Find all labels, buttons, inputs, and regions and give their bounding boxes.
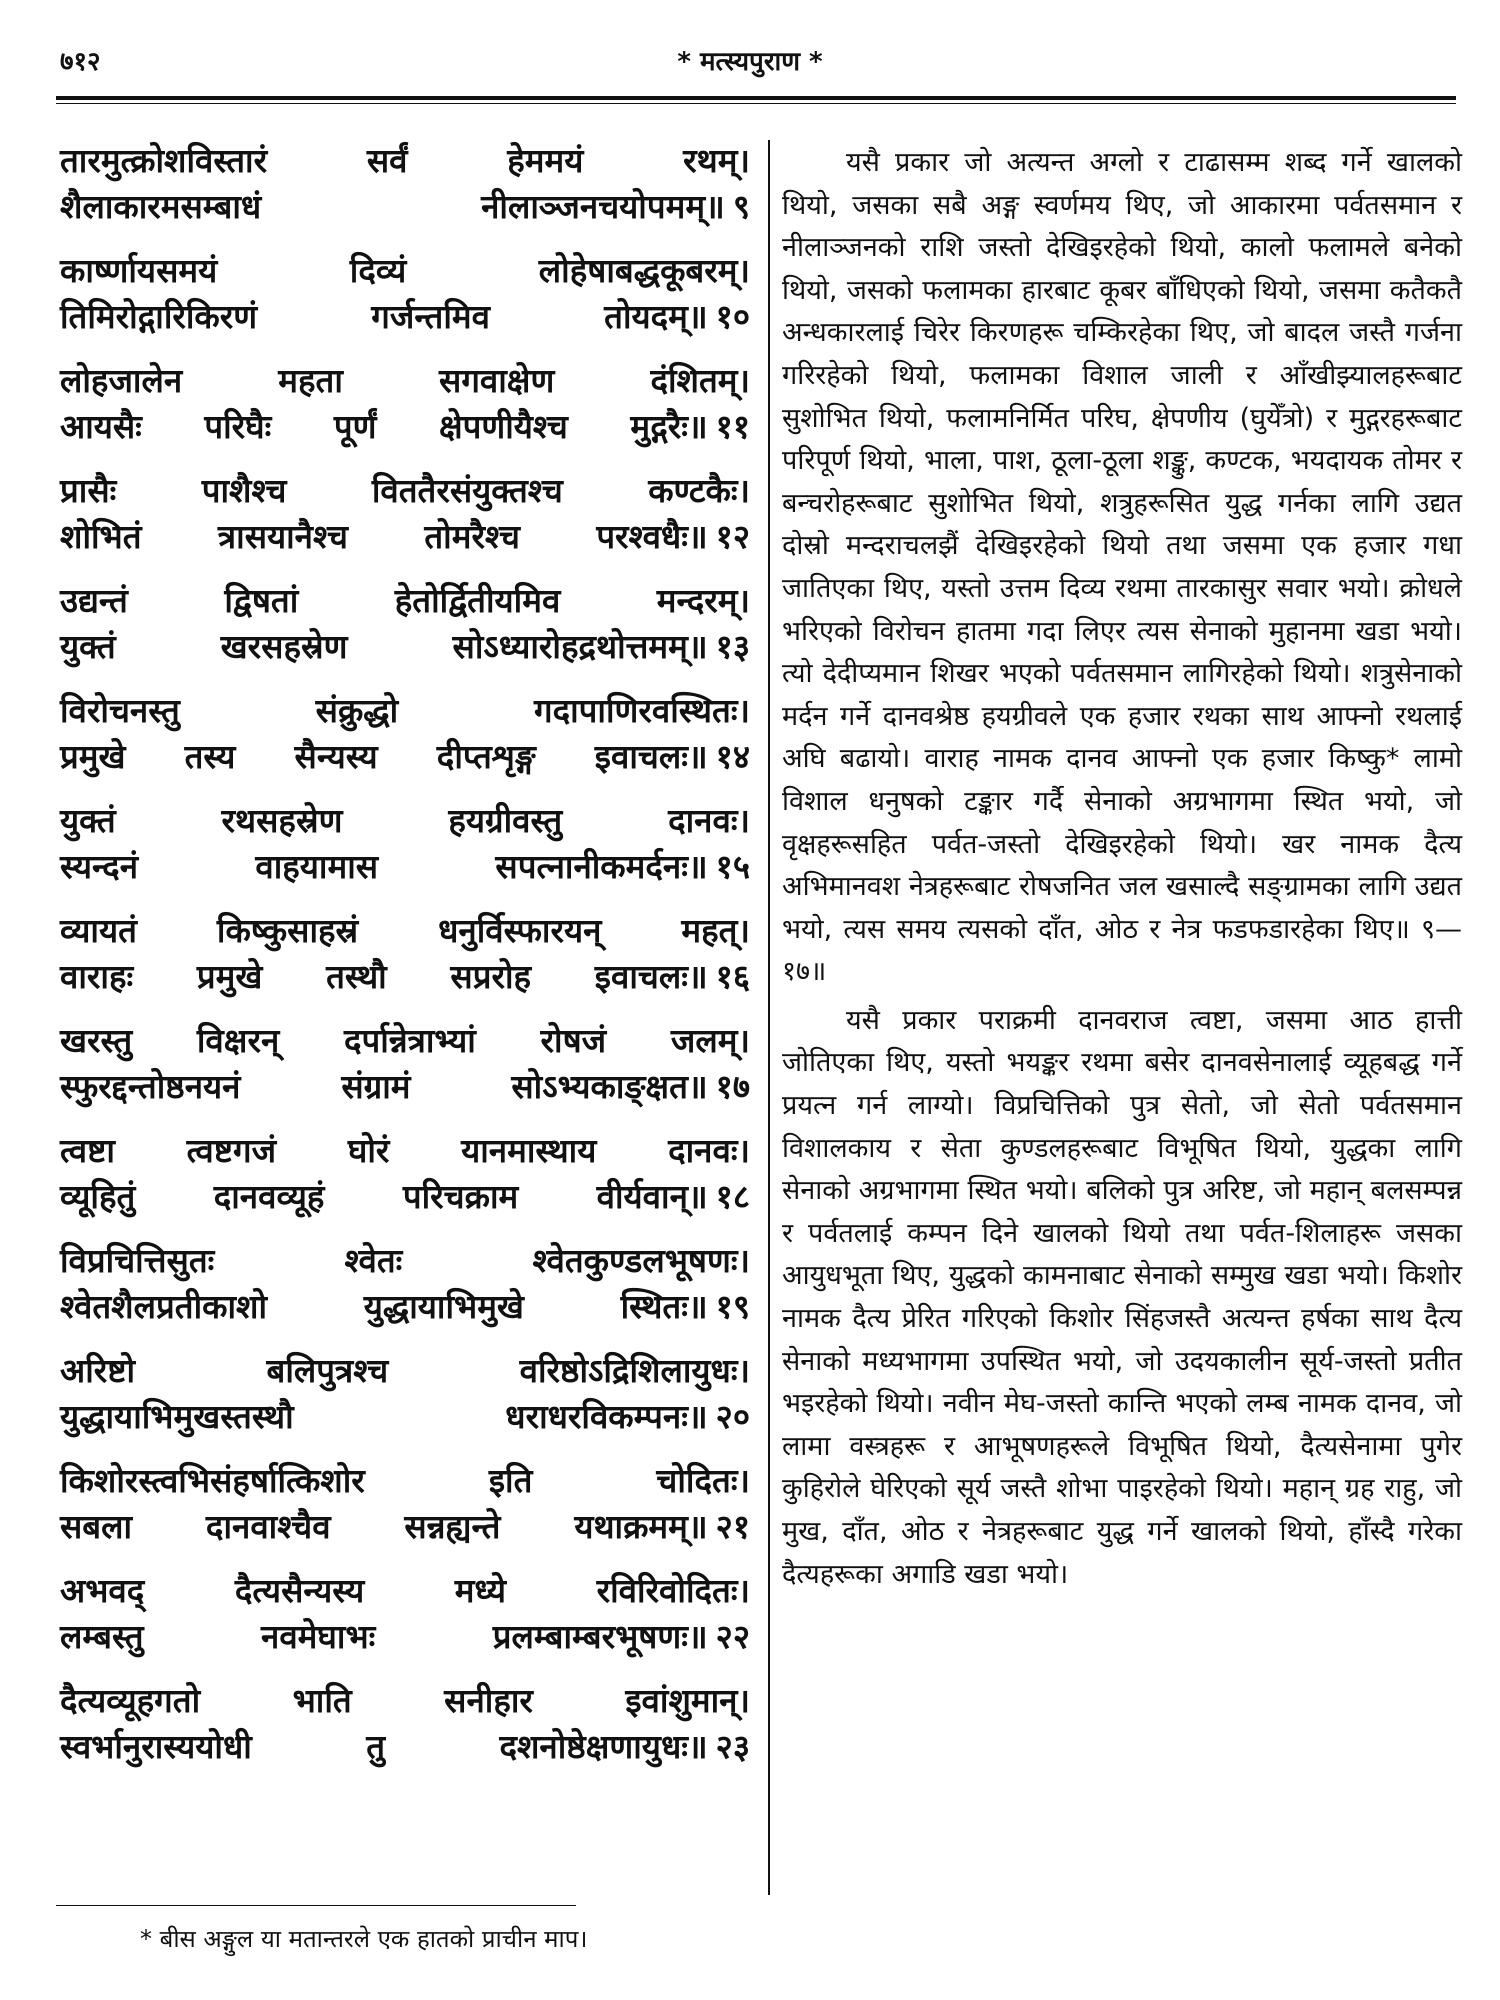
verse-number: १२ bbox=[715, 517, 750, 556]
verse-pair bbox=[60, 798, 750, 890]
verse-text: सबला दानवाश्चैव सन्नह्यन्ते यथाक्रमम्॥ bbox=[60, 1507, 708, 1546]
verse-line-second bbox=[60, 624, 750, 670]
verse-line-first bbox=[60, 1128, 750, 1174]
verse-pair bbox=[60, 1458, 750, 1550]
verse-text: शैलाकारमसम्बाधं नीलाञ्जनचयोपमम्॥ bbox=[60, 187, 725, 226]
verse-pair bbox=[60, 1128, 750, 1220]
verse-number: १५ bbox=[715, 847, 750, 886]
verse-line-second bbox=[60, 1614, 750, 1660]
verse-column bbox=[60, 138, 750, 1788]
verse-pair bbox=[60, 138, 750, 230]
verse-text: व्यूहितुं दानवव्यूहं परिचक्राम वीर्यवान्॥ bbox=[60, 1177, 708, 1216]
verse-line-first bbox=[60, 1238, 750, 1284]
header-rule-thin bbox=[56, 103, 1456, 104]
verse-text: कार्ष्णायसमयं दिव्यं लोहेषाबद्धकूबरम्। bbox=[60, 251, 750, 290]
verse-number: २० bbox=[715, 1397, 750, 1436]
verse-pair bbox=[60, 1018, 750, 1110]
verse-number: १४ bbox=[715, 737, 750, 776]
verse-number: ९ bbox=[732, 187, 750, 226]
verse-line-first bbox=[60, 798, 750, 844]
verse-number: २१ bbox=[715, 1507, 750, 1546]
verse-line-second bbox=[60, 734, 750, 780]
verse-line-first bbox=[60, 1348, 750, 1394]
verse-pair bbox=[60, 1568, 750, 1660]
verse-line-second bbox=[60, 1064, 750, 1110]
verse-line-second bbox=[60, 294, 750, 340]
footnote-rule bbox=[56, 1905, 576, 1906]
verse-line-first bbox=[60, 468, 750, 514]
verse-text: त्वष्टा त्वष्टगजं घोरं यानमास्थाय दानवः। bbox=[60, 1131, 750, 1170]
verse-line-second bbox=[60, 1284, 750, 1330]
verse-text: वाराहः प्रमुखे तस्थौ सप्ररोह इवाचलः॥ bbox=[60, 957, 708, 996]
verse-line-first bbox=[60, 1678, 750, 1724]
verse-number: ११ bbox=[715, 407, 750, 446]
verse-pair bbox=[60, 248, 750, 340]
verse-text: लोहजालेन महता सगवाक्षेण दंशितम्। bbox=[60, 361, 750, 400]
verse-line-second bbox=[60, 954, 750, 1000]
verse-pair bbox=[60, 358, 750, 450]
verse-pair bbox=[60, 1238, 750, 1330]
verse-text: स्यन्दनं वाहयामास सपत्नानीकमर्दनः॥ bbox=[60, 847, 708, 886]
verse-text: तिमिरोद्गारिकिरणं गर्जन्तमिव तोयदम्॥ bbox=[60, 297, 708, 336]
running-title: * मत्स्यपुराण * bbox=[677, 47, 823, 77]
verse-number: १३ bbox=[715, 627, 750, 666]
verse-text: अरिष्टो बलिपुत्रश्च वरिष्ठोऽद्रिशिलायुधः। bbox=[60, 1351, 750, 1390]
verse-text: स्वर्भानुरास्ययोधी तु दशनोष्ठेक्षणायुधः॥ bbox=[60, 1727, 708, 1766]
verse-line-first bbox=[60, 1458, 750, 1504]
verse-text: दैत्यव्यूहगतो भाति सनीहार इवांशुमान्। bbox=[60, 1681, 750, 1720]
verse-line-second bbox=[60, 514, 750, 560]
verse-pair bbox=[60, 468, 750, 560]
verse-text: युद्धायाभिमुखस्तस्थौ धराधरविकम्पनः॥ bbox=[60, 1397, 708, 1436]
verse-text: अभवद् दैत्यसैन्यस्य मध्ये रविरिवोदितः। bbox=[60, 1571, 750, 1610]
verse-pair bbox=[60, 908, 750, 1000]
verse-line-second bbox=[60, 1174, 750, 1220]
verse-pair bbox=[60, 688, 750, 780]
verse-text: व्यायतं किष्कुसाहस्रं धनुर्विस्फारयन् महत्। bbox=[60, 911, 750, 950]
verse-pair bbox=[60, 1348, 750, 1440]
verse-line-first bbox=[60, 1568, 750, 1614]
column-divider bbox=[768, 140, 770, 1895]
verse-text: आयसैः परिघैः पूर्णं क्षेपणीयैश्च मुद्गरैः॥ bbox=[60, 407, 708, 446]
verse-line-second bbox=[60, 1394, 750, 1440]
verse-text: युक्तं रथसहस्रेण हयग्रीवस्तु दानवः। bbox=[60, 801, 750, 840]
verse-line-first bbox=[60, 578, 750, 624]
verse-number: १९ bbox=[715, 1287, 750, 1326]
translation-paragraph: यसै प्रकार जो अत्यन्त अग्लो र टाढासम्म शब्द गर्ने खालको थियो, जसका सबै अङ्ग स्वर्णमय थिए, जो आकारमा पर्वतसमान र नीलाञ्जनको राशि जस्तो देखिइरहेको थियो, कालो फलामले बनेको थियो, जसको फलामका हारबाट कूबर बाँधिएको थियो, जसमा कतैकतै अन्धकारलाई चिरेर किरणहरू चम्किरहेका थिए, जो बादल जस्तै गर्जना गरिरहेको थियो, फलामका विशाल जाली र आँखीझ्यालहरूबाट सुशोभित थियो, फलामनिर्मित परिघ, क्षेपणीय (घुयेँत्रो) र मुद्गरहरूबाट परिपूर्ण थियो, भाला, पाश, ठूला-ठूला शङ्कु, कण्टक, भयदायक तोमर र बन्चरोहरूबाट सुशोभित थियो, शत्रुहरूसित युद्ध गर्नका लागि उद्यत दोस्रो मन्दराचलझैं देखिइरहेको थियो तथा जसमा एक हजार गधा जातिएका थिए, यस्तो उत्तम दिव्य रथमा तारकासुर सवार भयो। क्रोधले भरिएको विरोचन हातमा गदा लिएर त्यस सेनाको मुहानमा खडा भयो। त्यो देदीप्यमान शिखर भएको पर्वतसमान लागिरहेको थियो। शत्रुसेनाको मर्दन गर्ने दानवश्रेष्ठ हयग्रीवले एक हजार रथका साथ आफ्नो रथलाई अघि बढायो। वाराह नामक दानव आफ्नो एक हजार किष्कु* लामो विशाल धनुषको टङ्कार गर्दै सेनाको अग्रभागमा स्थित भयो, जो वृक्षहरूसहित पर्वत-जस्तो देखिइरहेको थियो। खर नामक दैत्य अभिमानवश नेत्रहरूबाट रोषजनित जल खसाल्दै सङ्ग्रामका लागि उद्यत भयो, त्यस समय त्यसको दाँत, ओठ र नेत्र फडफडारहेका थिए॥ ९—१७॥ bbox=[782, 147, 1462, 988]
verse-number: २२ bbox=[715, 1617, 750, 1656]
verse-line-first bbox=[60, 358, 750, 404]
verse-number: १८ bbox=[715, 1177, 750, 1216]
verse-line-second bbox=[60, 404, 750, 450]
verse-text: शोभितं त्रासयानैश्च तोमरैश्च परश्वधैः॥ bbox=[60, 517, 708, 556]
footnote: * बीस अङ्गुल या मतान्तरले एक हातको प्राचीन माप। bbox=[140, 1925, 588, 1953]
translation-paragraph: यसै प्रकार पराक्रमी दानवराज त्वष्टा, जसमा आठ हात्ती जोतिएका थिए, यस्तो भयङ्कर रथमा बसेर दानवसेनालाई व्यूहबद्ध गर्ने प्रयत्न गर्न लाग्यो। विप्रचित्तिको पुत्र सेतो, जो सेतो पर्वतसमान विशालकाय र सेता कुण्डलहरूबाट विभूषित थियो, युद्धका लागि सेनाको अग्रभागमा स्थित भयो। बलिको पुत्र अरिष्ट, जो महान् बलसम्पन्न र पर्वतलाई कम्पन दिने खालको थियो तथा पर्वत-शिलाहरू जसका आयुधभूता थिए, युद्धको कामनाबाट सेनाको सम्मुख खडा भयो। किशोर नामक दैत्य प्रेरित गरिएको किशोर सिंहजस्तै अत्यन्त हर्षका साथ दैत्य सेनाको मध्यभागमा उपस्थित भयो, जो उदयकालीन सूर्य-जस्तो प्रतीत भइरहेको थियो। नवीन मेघ-जस्तो कान्ति भएको लम्ब नामक दानव, जो लामा वस्त्रहरू र आभूषणहरूले विभूषित थियो, दैत्यसेनामा पुगेर कुहिरोले घेरिएको सूर्य जस्तै शोभा पाइरहेको थियो। महान् ग्रह राहु, जो मुख, दाँत, ओठ र नेत्रहरूबाट युद्ध गर्ने खालको थियो, हाँस्दै गरेका दैत्यहरूका अगाडि खडा भयो। bbox=[782, 1004, 1462, 1590]
verse-line-first bbox=[60, 138, 750, 184]
verse-text: प्रासैः पाशैश्च विततैरसंयुक्तश्च कण्टकैः। bbox=[60, 471, 750, 510]
verse-text: लम्बस्तु नवमेघाभः प्रलम्बाम्बरभूषणः॥ bbox=[60, 1617, 708, 1656]
verse-text: किशोरस्त्वभिसंहर्षात्किशोर इति चोदितः। bbox=[60, 1461, 750, 1500]
verse-text: तारमुत्क्रोशविस्तारं सर्वं हेममयं रथम्। bbox=[60, 141, 750, 180]
verse-pair bbox=[60, 1678, 750, 1770]
verse-text: श्वेतशैलप्रतीकाशो युद्धायाभिमुखे स्थितः॥ bbox=[60, 1287, 708, 1326]
translation-column bbox=[782, 142, 1462, 1602]
verse-line-second bbox=[60, 1504, 750, 1550]
verse-number: १६ bbox=[715, 957, 750, 996]
verse-text: उद्यन्तं द्विषतां हेतोर्द्वितीयमिव मन्दरम्। bbox=[60, 581, 750, 620]
verse-line-first bbox=[60, 1018, 750, 1064]
verse-number: २३ bbox=[715, 1727, 750, 1766]
verse-line-second bbox=[60, 184, 750, 230]
verse-text: विप्रचित्तिसुतः श्वेतः श्वेतकुण्डलभूषणः। bbox=[60, 1241, 750, 1280]
verse-line-first bbox=[60, 688, 750, 734]
verse-line-second bbox=[60, 844, 750, 890]
header-rule-thick bbox=[56, 96, 1456, 100]
verse-number: १७ bbox=[715, 1067, 750, 1106]
verse-pair bbox=[60, 578, 750, 670]
verse-text: स्फुरद्दन्तोष्ठनयनं संग्रामं सोऽभ्यकाङ्क्षत॥ bbox=[60, 1067, 708, 1106]
page-number: ७१२ bbox=[60, 47, 101, 77]
verse-number: १० bbox=[715, 297, 750, 336]
verse-text: खरस्तु विक्षरन् दर्पान्नेत्राभ्यां रोषजं जलम्। bbox=[60, 1021, 750, 1060]
verse-line-first bbox=[60, 908, 750, 954]
verse-line-first bbox=[60, 248, 750, 294]
verse-text: विरोचनस्तु संक्रुद्धो गदापाणिरवस्थितः। bbox=[60, 691, 750, 730]
verse-text: प्रमुखे तस्य सैन्यस्य दीप्तशृङ्ग इवाचलः॥ bbox=[60, 737, 708, 776]
verse-line-second bbox=[60, 1724, 750, 1770]
verse-text: युक्तं खरसहस्रेण सोऽध्यारोहद्रथोत्तमम्॥ bbox=[60, 627, 708, 666]
